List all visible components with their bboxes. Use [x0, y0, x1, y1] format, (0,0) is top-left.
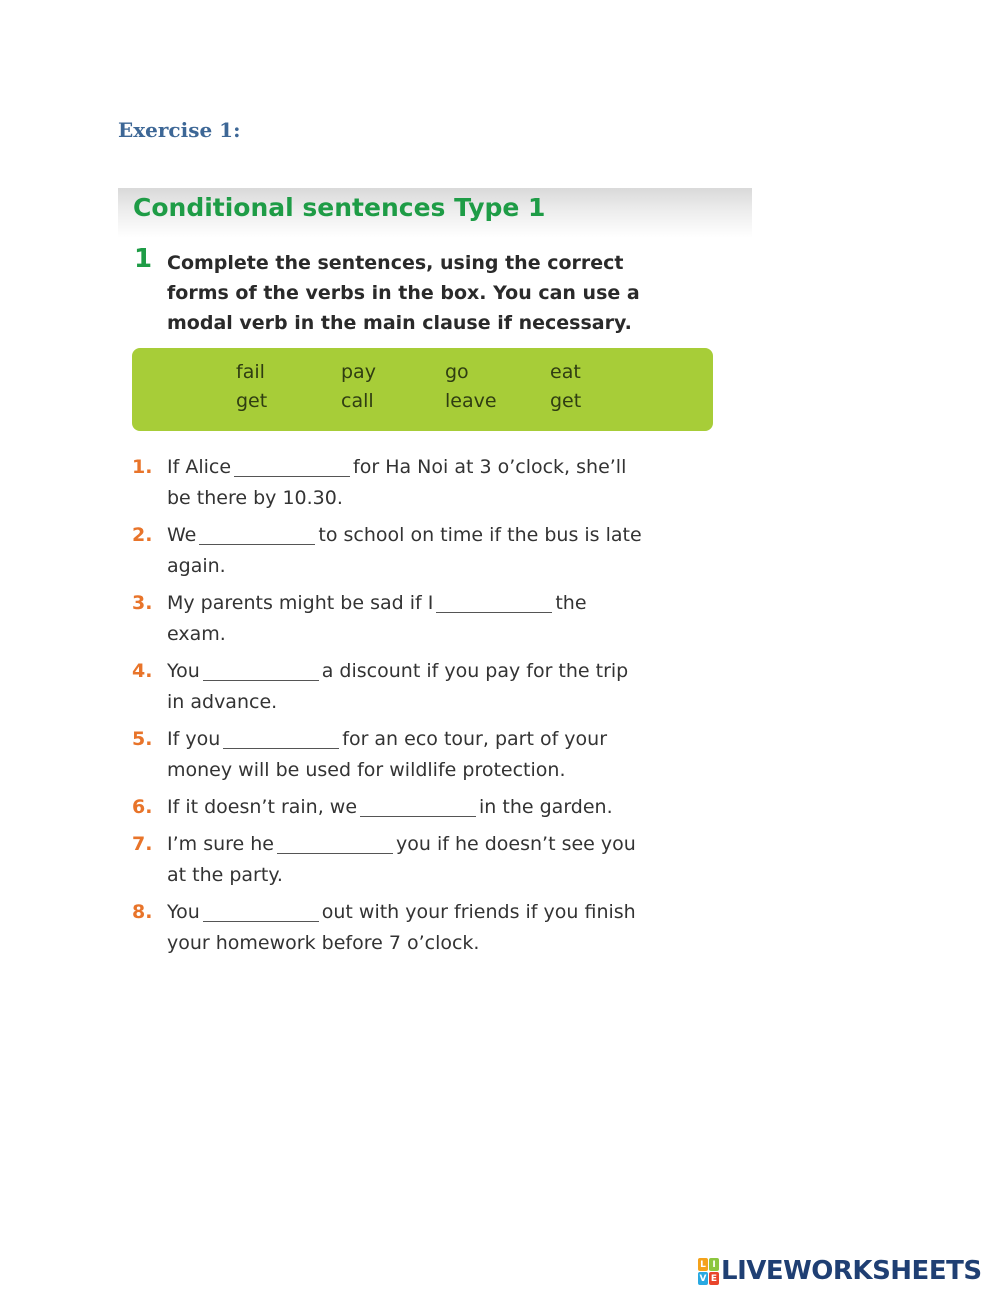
sentence-line-1: If it doesn’t rain, we in the garden. [167, 796, 613, 818]
sentence-item [132, 829, 722, 891]
sentence-item [132, 520, 722, 582]
sentence-line-2: money will be used for wildlife protection. [167, 759, 566, 781]
sentence-line-2: again. [167, 555, 226, 577]
sentence-number: 4. [132, 660, 153, 682]
sentence-number: 8. [132, 901, 153, 923]
sentence-number: 5. [132, 728, 153, 750]
word-get-2: get [550, 390, 582, 412]
sentence-line-1: You a discount if you pay for the trip [167, 660, 629, 682]
sentence-line-2: be there by 10.30. [167, 487, 343, 509]
sentence-line-2: your homework before 7 o’clock. [167, 932, 480, 954]
liveworksheets-brand [698, 1256, 982, 1286]
answer-blank[interactable] [199, 524, 315, 545]
answer-blank[interactable] [203, 660, 319, 681]
instruction-line: forms of the verbs in the box. You can use a [167, 282, 640, 304]
sentence-list [132, 452, 722, 965]
brand-text: LIVEWORKSHEETS [721, 1256, 982, 1286]
word-eat: eat [550, 361, 581, 383]
word-box [132, 348, 713, 431]
instruction-line: modal verb in the main clause if necessary. [167, 312, 632, 334]
sentence-number: 1. [132, 456, 153, 478]
sentence-line-2: exam. [167, 623, 226, 645]
word-leave: leave [445, 390, 497, 412]
sentence-line-1: My parents might be sad if I the [167, 592, 587, 614]
sentence-number: 7. [132, 833, 153, 855]
answer-blank[interactable] [223, 728, 339, 749]
word-pay: pay [341, 361, 376, 383]
sentence-line-1: You out with your friends if you finish [167, 901, 636, 923]
sentence-item [132, 588, 722, 650]
word-call: call [341, 390, 374, 412]
answer-blank[interactable] [203, 901, 319, 922]
sentence-number: 2. [132, 524, 153, 546]
sentence-line-2: in advance. [167, 691, 278, 713]
sentence-line-2: at the party. [167, 864, 283, 886]
sentence-line-1: We to school on time if the bus is late [167, 524, 642, 546]
sentence-number: 6. [132, 796, 153, 818]
answer-blank[interactable] [277, 833, 393, 854]
sentence-number: 3. [132, 592, 153, 614]
logo-letter: L [698, 1258, 708, 1271]
section-title: Conditional sentences Type 1 [133, 193, 546, 222]
logo-letter: I [709, 1258, 719, 1271]
logo-letter: V [699, 1273, 707, 1284]
liveworksheets-logo-icon [698, 1258, 718, 1284]
sentence-line-1: If you for an eco tour, part of your [167, 728, 608, 750]
word-fail: fail [236, 361, 265, 383]
task-number: 1 [134, 244, 153, 274]
word-go: go [445, 361, 469, 383]
logo-letter: E [710, 1273, 718, 1284]
instruction-line: Complete the sentences, using the correct [167, 252, 624, 274]
sentence-line-1: I’m sure he you if he doesn’t see you [167, 833, 636, 855]
sentence-line-1: If Alice for Ha Noi at 3 o’clock, she’ll [167, 456, 627, 478]
task-instructions [167, 248, 727, 338]
word-get: get [236, 390, 268, 412]
answer-blank[interactable] [436, 592, 552, 613]
answer-blank[interactable] [234, 456, 350, 477]
sentence-item [132, 724, 722, 786]
sentence-item [132, 452, 722, 514]
sentence-item [132, 897, 722, 959]
exercise-heading: Exercise 1: [118, 118, 241, 142]
sentence-item [132, 656, 722, 718]
answer-blank[interactable] [360, 796, 476, 817]
sentence-item [132, 792, 722, 823]
